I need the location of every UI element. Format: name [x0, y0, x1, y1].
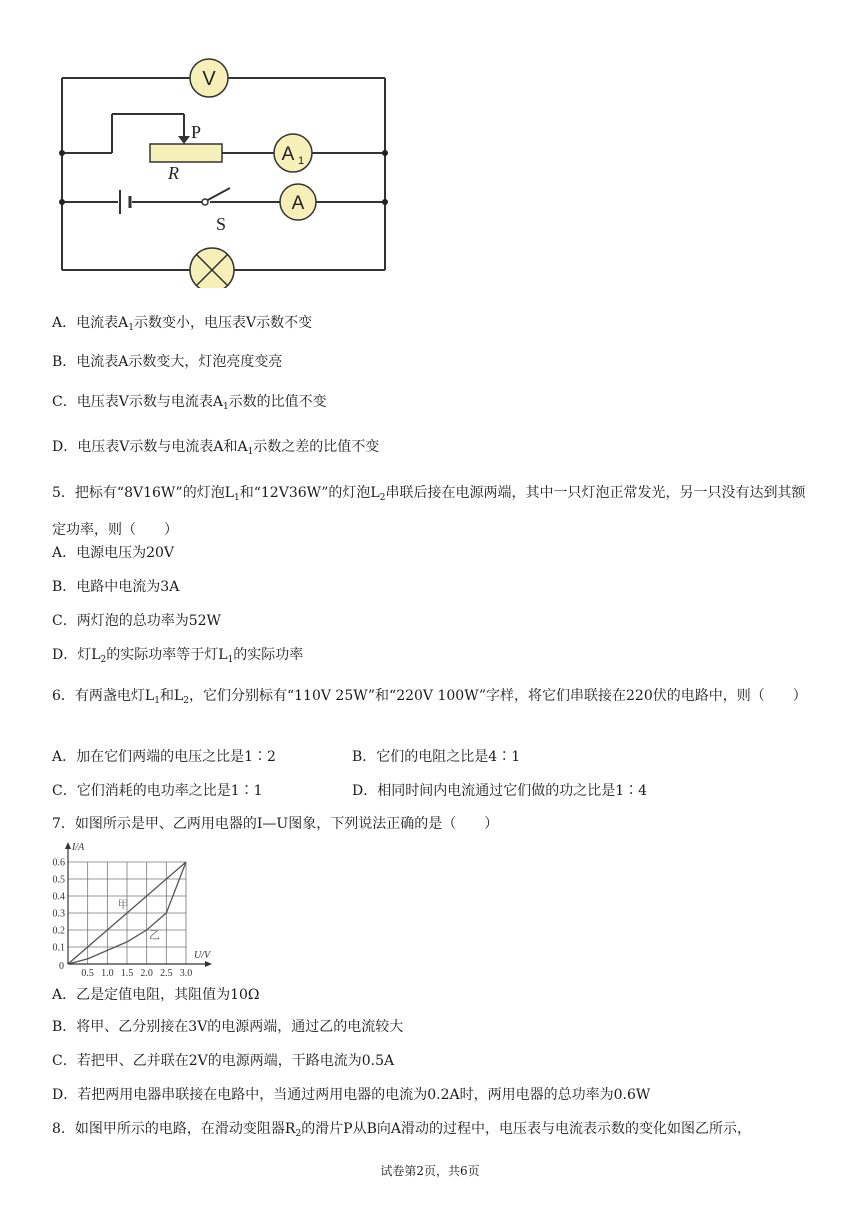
- q6-row-cd: [52, 782, 832, 800]
- x-tick-label: 1.0: [101, 968, 114, 978]
- y-axis-label: I/A: [72, 842, 85, 853]
- x-axis-arrow: [205, 961, 212, 967]
- q5-option-c: C．两灯泡的总功率为52W: [52, 613, 221, 629]
- x-tick-label: 0.5: [81, 968, 94, 978]
- q5-option-a: A．电源电压为20V: [52, 545, 175, 561]
- x-axis-label: U/V: [194, 950, 211, 961]
- q5-option-d: D．灯$L_2$的实际功率等于灯$L_1$的实际功率: [52, 647, 304, 665]
- x-tick-label: 1.5: [120, 968, 134, 978]
- voltmeter: [190, 59, 228, 97]
- q7-option-d: D．若把两用电器串联接在电路中，当通过两用电器的电流为0.2A时，两用电器的总功率为0.6W: [52, 1087, 651, 1103]
- q5-option-b: B．电路中电流为3A: [52, 579, 180, 595]
- y-tick-label: 0.3: [52, 908, 65, 920]
- series-label-1: 甲: [117, 897, 129, 911]
- svg-text:1: 1: [297, 155, 305, 167]
- circuit-diagram: [50, 48, 395, 288]
- origin-label: 0: [59, 961, 64, 972]
- q7-option-b: B．将甲、乙分别接在3V的电源两端，通过乙的电流较大: [52, 1019, 404, 1035]
- series-label-2: 乙: [149, 928, 161, 942]
- q7-option-c: C．若把甲、乙并联在2V的电源两端，干路电流为0.5A: [52, 1053, 395, 1069]
- q6-row-ab: [52, 748, 832, 766]
- x-tick-label: 2.5: [160, 968, 173, 978]
- svg-text:A: A: [291, 193, 305, 214]
- q4-option-a: A．电流表$A_1$示数变小，电压表V示数不变: [52, 315, 313, 333]
- q5-stem: 5．把标有“8V16W”的灯泡$L_1$和“12V36W”的灯泡$L_2$串联后接在电源两端，其中一只灯泡正常发光，另一只没有达到其额定功率，则（ ）: [52, 485, 806, 538]
- switch-label: S: [216, 214, 227, 234]
- y-axis-arrow: [65, 842, 71, 849]
- ammeter-a1: [274, 134, 312, 172]
- q4-option-c: C．电压表V示数与电流表$A_1$示数的比值不变: [52, 394, 327, 412]
- x-tick-label: 3.0: [179, 968, 193, 978]
- q7-stem: 7．如图所示是甲、乙两用电器的I—U图象，下列说法正确的是（ ）: [52, 816, 499, 832]
- q8-stem: 8．如图甲所示的电路，在滑动变阻器$R_2$的滑片P从B向A滑动的过程中，电压表与电流表示数的变化如图乙所示，: [52, 1121, 752, 1139]
- rheostat-label: R: [168, 163, 179, 183]
- q4-option-b: B．电流表A示数变大，灯泡亮度变亮: [52, 354, 283, 370]
- svg-text:A: A: [281, 144, 295, 165]
- y-tick-label: 0.5: [52, 874, 65, 886]
- rheostat: [150, 144, 222, 162]
- y-tick-label: 0.6: [52, 857, 65, 869]
- q6-option-b: B．它们的电阻之比是4∶1: [352, 749, 521, 765]
- q6-option-d: D．相同时间内电流通过它们做的功之比是1∶4: [352, 783, 648, 799]
- svg-text:V: V: [202, 68, 216, 90]
- slider-label: P: [191, 122, 202, 142]
- y-tick-label: 0.1: [52, 942, 65, 954]
- y-tick-label: 0.2: [52, 925, 65, 937]
- page-footer: 试卷第2页，共6页: [380, 1164, 480, 1178]
- q6-option-c: C．它们消耗的电功率之比是1∶1: [52, 783, 263, 799]
- q7-option-a: A．乙是定值电阻，其阻值为10Ω: [52, 987, 260, 1003]
- ammeter-a: [280, 184, 316, 220]
- q6-option-a: A．加在它们两端的电压之比是1∶2: [52, 749, 276, 765]
- q6-stem: 6．有两盏电灯$L_1$和$L_2$，它们分别标有“110V 25W”和“220V 100W”字样，将它们串联接在220伏的电路中，则（ ）: [52, 688, 807, 706]
- x-tick-label: 2.0: [140, 968, 153, 978]
- lamp-icon: [190, 248, 234, 288]
- q4-option-d: D．电压表V示数与电流表A和$A_1$示数之差的比值不变: [52, 439, 380, 457]
- y-tick-label: 0.4: [52, 891, 65, 903]
- iu-graph: [44, 838, 224, 978]
